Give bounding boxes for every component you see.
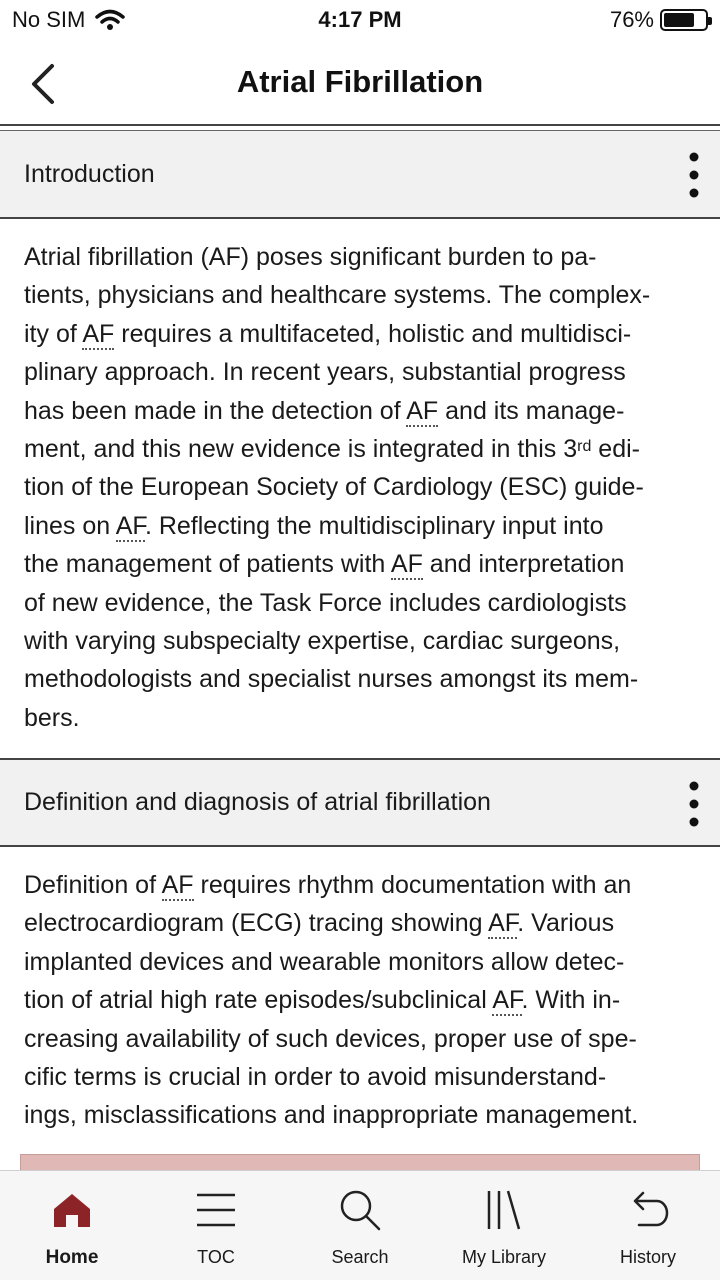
paragraph-line: electrocardiogram (ECG) tracing showing AF. Various <box>24 909 615 938</box>
library-icon <box>481 1187 527 1233</box>
paragraph-line: ment, and this new evidence is integrated in this 3rd edi- <box>24 435 640 464</box>
carrier-label: No SIM <box>12 7 86 32</box>
paragraph-line: implanted devices and wearable monitors allow detec- <box>24 947 625 976</box>
paragraph-line: ings, misclassifications and inappropriate management. <box>24 1101 639 1130</box>
paragraph-line: lines on AF. Reflecting the multidisciplinary input into <box>24 511 604 540</box>
paragraph-line: tion of atrial high rate episodes/subclinical AF. With in- <box>24 986 621 1015</box>
tab-label: My Library <box>461 1247 546 1267</box>
paragraph-line: the management of patients with AF and interpretation <box>24 550 625 579</box>
section-body-introduction <box>24 238 700 737</box>
section-header-introduction[interactable] <box>0 131 720 219</box>
section-title: Definition and diagnosis of atrial fibrillation <box>24 788 491 816</box>
paragraph-line: Atrial fibrillation (AF) poses significant burden to pa- <box>24 243 597 271</box>
tab-bar <box>0 1170 720 1280</box>
back-chevron-icon[interactable] <box>26 62 66 106</box>
section-body-definition <box>24 866 700 1135</box>
abbreviation-link[interactable]: AF <box>390 550 423 579</box>
battery-percent: 76% <box>609 7 654 32</box>
more-vertical-icon[interactable] <box>682 151 706 199</box>
status-right <box>610 7 708 33</box>
battery-cap <box>708 17 712 25</box>
superscript: rd <box>577 438 592 456</box>
paragraph-line: bers. <box>24 703 80 732</box>
page-title: Atrial Fibrillation <box>236 64 484 99</box>
abbreviation-link[interactable]: AF <box>115 511 145 540</box>
wifi-icon <box>95 9 125 31</box>
section-header-definition[interactable] <box>0 758 720 847</box>
tab-search[interactable] <box>288 1171 432 1280</box>
paragraph-line: of new evidence, the Task Force includes cardiologists <box>24 588 627 617</box>
search-icon <box>337 1187 383 1233</box>
battery-fill <box>664 13 694 27</box>
abbreviation-link[interactable]: AF <box>161 871 194 899</box>
abbreviation-link[interactable]: AF <box>406 396 439 425</box>
paragraph-line: has been made in the detection of AF and its manage- <box>24 396 625 425</box>
tab-label: Search <box>331 1247 389 1267</box>
nav-bar <box>0 40 720 126</box>
status-time: 4:17 PM <box>318 7 402 32</box>
abbreviation-link[interactable]: AF <box>82 319 115 348</box>
paragraph-line: cific terms is crucial in order to avoid misunderstand- <box>24 1063 607 1092</box>
history-icon <box>625 1187 671 1233</box>
status-bar <box>0 0 720 40</box>
home-icon <box>49 1187 95 1233</box>
tab-label: Home <box>45 1247 99 1268</box>
tab-label: TOC <box>197 1247 235 1267</box>
tab-label: History <box>619 1247 676 1267</box>
section-title: Introduction <box>24 159 155 188</box>
paragraph-line: tients, physicians and healthcare systems. The complex- <box>24 281 651 310</box>
paragraph-line: ity of AF requires a multifaceted, holistic and multidisci- <box>24 319 632 348</box>
abbreviation-link[interactable]: AF <box>492 986 522 1015</box>
abbreviation-link[interactable]: AF <box>488 909 518 938</box>
paragraph-line: creasing availability of such devices, proper use of spe- <box>24 1024 637 1053</box>
paragraph-line: plinary approach. In recent years, substantial progress <box>24 358 626 387</box>
battery-icon <box>660 9 708 31</box>
tab-history[interactable] <box>576 1171 720 1280</box>
paragraph-line: tion of the European Society of Cardiology (ESC) guide- <box>24 473 644 502</box>
menu-icon <box>193 1187 239 1233</box>
paragraph-line: methodologists and specialist nurses amongst its mem- <box>24 665 639 694</box>
more-vertical-icon[interactable] <box>682 780 706 828</box>
tab-home[interactable] <box>0 1171 144 1280</box>
tab-toc[interactable] <box>144 1171 288 1280</box>
tab-my-library[interactable] <box>432 1171 576 1280</box>
status-left <box>12 7 125 33</box>
paragraph-line: with varying subspecialty expertise, cardiac surgeons, <box>24 627 621 656</box>
paragraph-line: Definition of AF requires rhythm documentation with an <box>24 871 632 899</box>
